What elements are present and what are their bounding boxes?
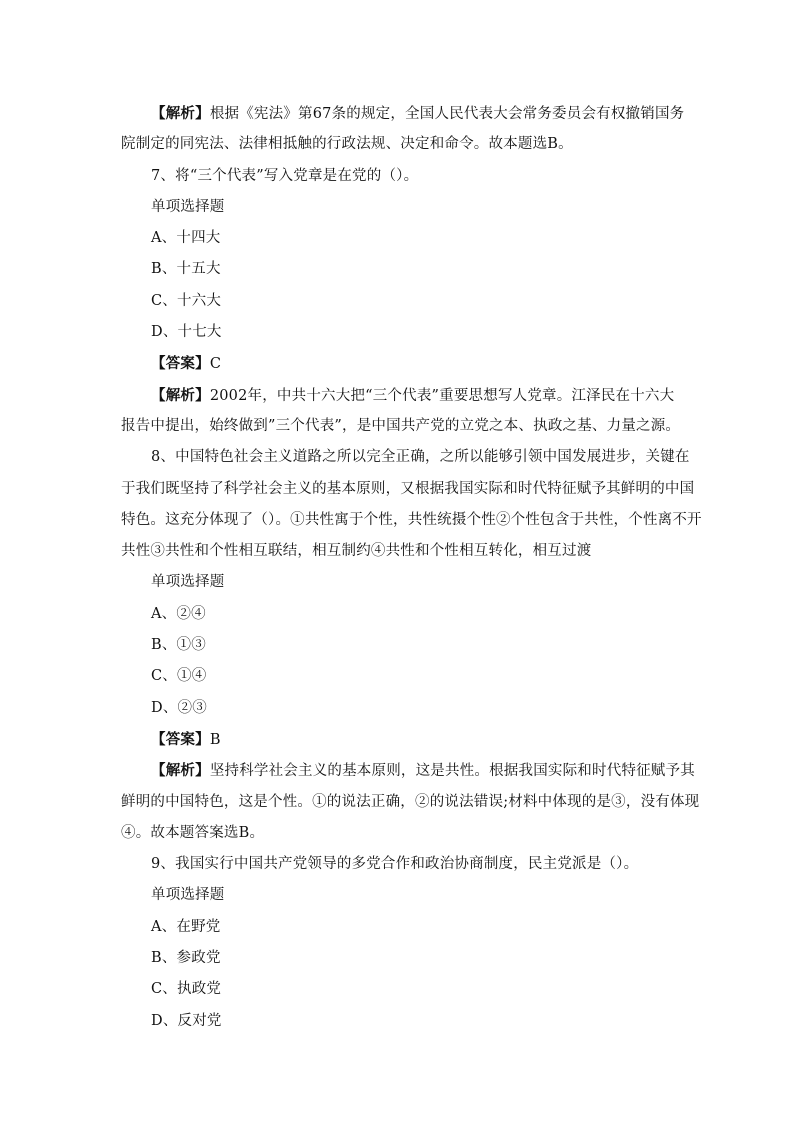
line-text: 2002年，中共十六大把“三个代表”重要思想写人党章。江泽民在十六大 [209, 387, 675, 404]
text-line [121, 380, 681, 411]
text-line [121, 1006, 681, 1037]
line-text: 7、将“三个代表”写入党章是在党的（）。 [151, 167, 419, 184]
line-text: C [209, 356, 222, 373]
line-text: B、①③ [151, 637, 206, 654]
text-lines [121, 98, 702, 1037]
text-line [121, 317, 681, 348]
text-line [121, 724, 681, 755]
text-line [121, 818, 681, 849]
text-line [121, 693, 681, 724]
line-text: D、十七大 [151, 324, 222, 341]
section-label: 【解析】 [151, 105, 210, 122]
text-line [121, 254, 681, 285]
line-text: 单项选择题 [151, 574, 225, 591]
text-line [121, 161, 681, 192]
line-text: C、十六大 [151, 292, 222, 309]
text-line [121, 474, 695, 505]
line-text: A、十四大 [151, 230, 221, 247]
line-text: B、十五大 [151, 261, 221, 278]
text-line [121, 912, 681, 943]
line-text: D、②③ [151, 699, 207, 716]
text-line [121, 661, 681, 692]
text-line [121, 974, 681, 1005]
text-line [121, 599, 681, 630]
line-text: C、①④ [151, 668, 207, 685]
text-line [121, 348, 681, 379]
line-text: B、参政党 [151, 950, 221, 967]
text-line [121, 411, 681, 442]
line-text: 特色。这充分体现了（）。①共性寓于个性，共性统摄个性②个性包含于共性，个性离不开 [121, 511, 702, 528]
text-line [121, 286, 681, 317]
line-text: ④。故本题答案选B。 [121, 824, 265, 841]
section-label: 【解析】 [151, 386, 210, 404]
line-text: 鲜明的中国特色，这是个性。①的说法正确，②的说法错误;材料中体现的是③，没有体现 [121, 793, 700, 810]
text-line [121, 223, 681, 254]
line-text: 院制定的同宪法、法律相抵触的行政法规、决定和命令。故本题选B。 [121, 136, 573, 153]
line-text: D、反对党 [151, 1012, 222, 1029]
section-label: 【答案】 [151, 730, 210, 748]
text-line [121, 505, 702, 536]
text-line [121, 567, 681, 598]
text-line [121, 630, 681, 661]
line-text: 于我们既坚持了科学社会主义的基本原则，又根据我国实际和时代特征赋予其鲜明的中国 [121, 480, 695, 497]
line-text: B [209, 731, 221, 748]
text-line [121, 880, 681, 911]
line-text: A、②④ [151, 605, 206, 622]
line-text: 单项选择题 [151, 198, 225, 215]
line-text: 单项选择题 [151, 887, 225, 904]
line-text: 共性③共性和个性相互联结，相互制约④共性和个性相互转化，相互过渡 [121, 543, 592, 560]
text-line [121, 943, 681, 974]
text-line [121, 442, 690, 473]
line-text: 8、中国特色社会主义道路之所以完全正确，之所以能够引领中国发展进步，关键在 [151, 449, 690, 466]
line-text: 9、我国实行中国共产党领导的多党合作和政治协商制度，民主党派是（）。 [151, 856, 639, 873]
text-line [121, 536, 681, 567]
line-text: 报告中提出，始终做到”三个代表”，是中国共产党的立党之本、执政之基、力量之源。 [121, 417, 681, 434]
text-line [121, 755, 695, 786]
line-text: 坚持科学社会主义的基本原则，这是共性。根据我国实际和时代特征赋予其 [209, 763, 695, 780]
line-text: 根据《宪法》第67条的规定，全国人民代表大会常务委员会有权撤销国务 [209, 106, 685, 122]
section-label: 【解析】 [151, 762, 210, 780]
text-line [121, 787, 700, 818]
line-text: C、执政党 [151, 981, 222, 998]
document-body [121, 98, 702, 1037]
text-line [121, 98, 685, 129]
section-label: 【答案】 [151, 355, 210, 373]
text-line [121, 192, 681, 223]
text-line [121, 129, 681, 160]
line-text: A、在野党 [151, 918, 221, 935]
text-line [121, 849, 681, 880]
